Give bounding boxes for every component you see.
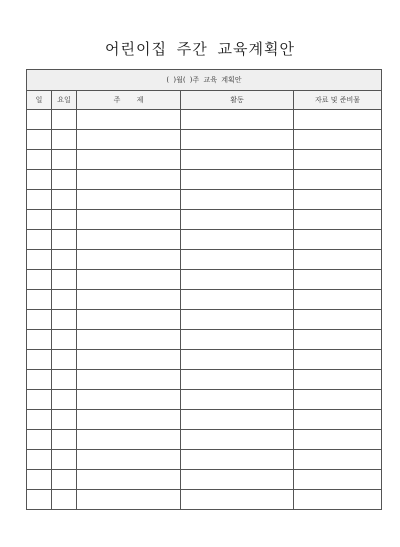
theme-cell (77, 450, 181, 470)
materials-cell (294, 130, 382, 150)
table-row (27, 350, 382, 370)
activity-cell (181, 310, 294, 330)
theme-cell (77, 230, 181, 250)
day-cell (27, 470, 52, 490)
table-row (27, 110, 382, 130)
theme-cell (77, 470, 181, 490)
materials-cell (294, 350, 382, 370)
day-cell (27, 150, 52, 170)
theme-cell (77, 430, 181, 450)
materials-cell (294, 310, 382, 330)
activity-cell (181, 230, 294, 250)
materials-cell (294, 110, 382, 130)
table-row (27, 310, 382, 330)
materials-cell (294, 250, 382, 270)
table-row (27, 410, 382, 430)
weekday-cell (52, 130, 77, 150)
materials-cell (294, 270, 382, 290)
day-cell (27, 430, 52, 450)
materials-cell (294, 330, 382, 350)
table-row (27, 130, 382, 150)
theme-cell (77, 210, 181, 230)
table-row (27, 150, 382, 170)
day-cell (27, 250, 52, 270)
column-header-theme: 주 제 (77, 91, 181, 110)
weekday-cell (52, 310, 77, 330)
weekday-cell (52, 230, 77, 250)
theme-cell (77, 170, 181, 190)
table-row (27, 490, 382, 510)
activity-cell (181, 490, 294, 510)
weekday-cell (52, 290, 77, 310)
weekday-cell (52, 330, 77, 350)
table-row (27, 170, 382, 190)
activity-cell (181, 430, 294, 450)
day-cell (27, 270, 52, 290)
activity-cell (181, 330, 294, 350)
day-cell (27, 410, 52, 430)
table-row (27, 190, 382, 210)
table-row (27, 290, 382, 310)
theme-cell (77, 390, 181, 410)
theme-cell (77, 370, 181, 390)
day-cell (27, 230, 52, 250)
materials-cell (294, 430, 382, 450)
theme-cell (77, 190, 181, 210)
column-header-materials: 자료 및 준비물 (294, 91, 382, 110)
theme-cell (77, 310, 181, 330)
day-cell (27, 370, 52, 390)
theme-cell (77, 350, 181, 370)
day-cell (27, 210, 52, 230)
activity-cell (181, 170, 294, 190)
table-row (27, 450, 382, 470)
materials-cell (294, 290, 382, 310)
theme-cell (77, 110, 181, 130)
theme-cell (77, 250, 181, 270)
weekday-cell (52, 190, 77, 210)
theme-cell (77, 150, 181, 170)
page-title: 어린이집 주간 교육계획안 (105, 40, 295, 58)
activity-cell (181, 390, 294, 410)
table-row (27, 230, 382, 250)
activity-cell (181, 190, 294, 210)
table-row (27, 470, 382, 490)
activity-cell (181, 370, 294, 390)
activity-cell (181, 150, 294, 170)
weekly-plan-table (26, 69, 382, 510)
day-cell (27, 450, 52, 470)
table-subtitle: ( )월( )주 교육 계획안 (27, 70, 382, 91)
table-header-row (27, 91, 382, 110)
activity-cell (181, 290, 294, 310)
column-header-weekday: 요일 (52, 91, 77, 110)
weekday-cell (52, 270, 77, 290)
weekday-cell (52, 390, 77, 410)
materials-cell (294, 410, 382, 430)
materials-cell (294, 210, 382, 230)
weekday-cell (52, 210, 77, 230)
activity-cell (181, 110, 294, 130)
theme-cell (77, 290, 181, 310)
weekday-cell (52, 410, 77, 430)
day-cell (27, 310, 52, 330)
day-cell (27, 170, 52, 190)
materials-cell (294, 470, 382, 490)
table-row (27, 250, 382, 270)
materials-cell (294, 150, 382, 170)
day-cell (27, 490, 52, 510)
column-header-activity: 활동 (181, 91, 294, 110)
theme-cell (77, 410, 181, 430)
weekday-cell (52, 470, 77, 490)
materials-cell (294, 230, 382, 250)
activity-cell (181, 410, 294, 430)
table-row (27, 330, 382, 350)
table-row (27, 370, 382, 390)
day-cell (27, 330, 52, 350)
weekday-cell (52, 150, 77, 170)
materials-cell (294, 370, 382, 390)
table-row (27, 430, 382, 450)
activity-cell (181, 350, 294, 370)
weekday-cell (52, 170, 77, 190)
day-cell (27, 130, 52, 150)
materials-cell (294, 490, 382, 510)
theme-cell (77, 490, 181, 510)
day-cell (27, 190, 52, 210)
column-header-day: 일 (27, 91, 52, 110)
weekday-cell (52, 450, 77, 470)
theme-cell (77, 330, 181, 350)
activity-cell (181, 270, 294, 290)
table-row (27, 270, 382, 290)
table-subtitle-row (27, 70, 382, 91)
day-cell (27, 290, 52, 310)
materials-cell (294, 450, 382, 470)
table-row (27, 390, 382, 410)
materials-cell (294, 190, 382, 210)
materials-cell (294, 170, 382, 190)
activity-cell (181, 250, 294, 270)
activity-cell (181, 470, 294, 490)
table-row (27, 210, 382, 230)
weekday-cell (52, 110, 77, 130)
activity-cell (181, 130, 294, 150)
weekday-cell (52, 430, 77, 450)
day-cell (27, 390, 52, 410)
day-cell (27, 350, 52, 370)
activity-cell (181, 450, 294, 470)
weekday-cell (52, 350, 77, 370)
day-cell (27, 110, 52, 130)
weekday-cell (52, 370, 77, 390)
theme-cell (77, 270, 181, 290)
activity-cell (181, 210, 294, 230)
materials-cell (294, 390, 382, 410)
weekday-cell (52, 490, 77, 510)
weekday-cell (52, 250, 77, 270)
theme-cell (77, 130, 181, 150)
